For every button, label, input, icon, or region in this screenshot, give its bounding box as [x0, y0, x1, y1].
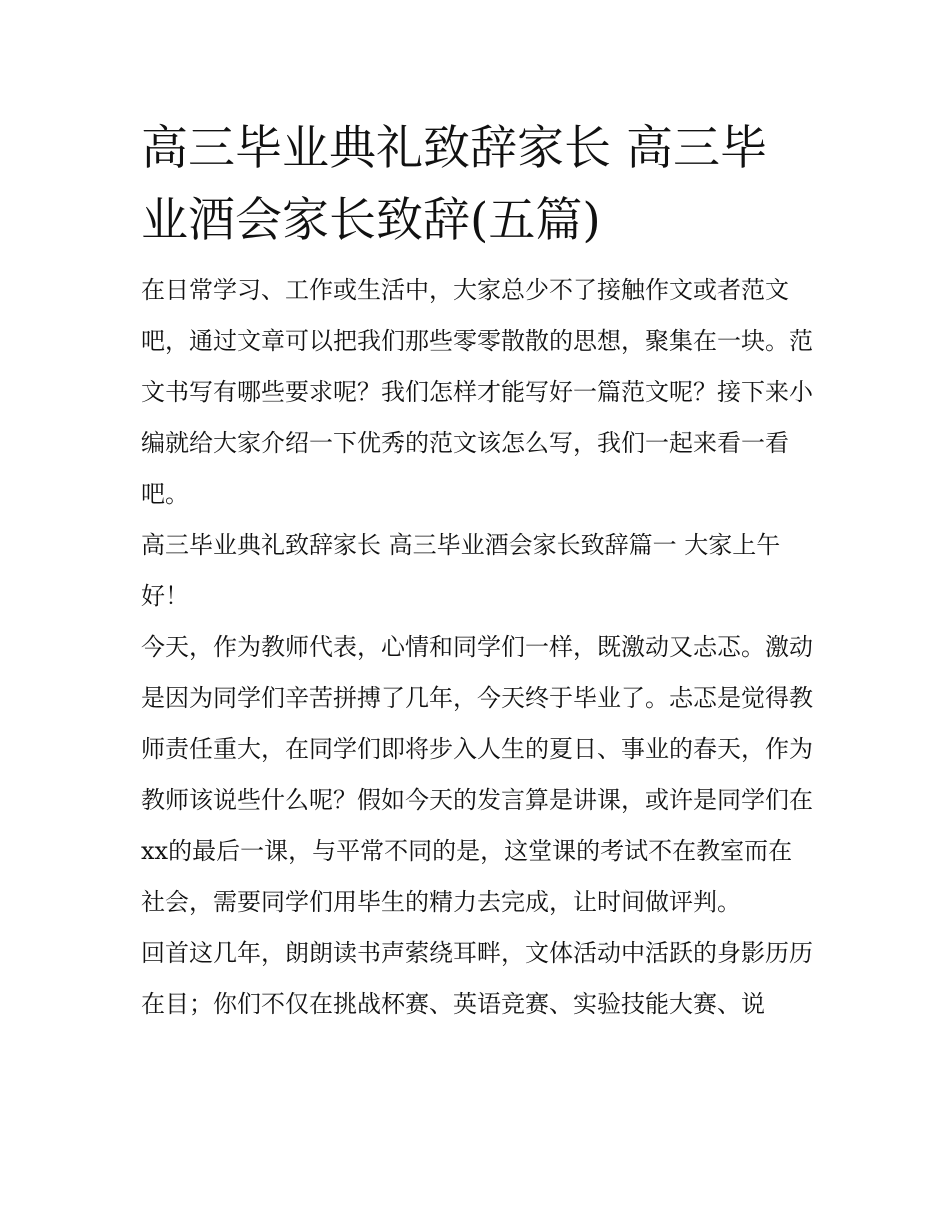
document-title: 高三毕业典礼致辞家长 高三毕业酒会家长致辞(五篇) — [141, 121, 767, 248]
paragraph-body-1: 今天，作为教师代表，心情和同学们一样，既激动又忐忑。激动是因为同学们辛苦拼搏了几年，今天终于毕业了。忐忑是觉得教师责任重大，在同学们即将步入人生的夏日、事业的春天，作为教师该说些什么呢？假如今天的发言算是讲课，或许是同学们在xx的最后一课，与平常不同的是，这堂课的考试不在教室而在社会，需要同学们用毕生的精力去完成，让时间做评判。 — [141, 633, 813, 916]
document-body — [141, 113, 813, 1030]
paragraph-body-2: 回首这几年，朗朗读书声萦绕耳畔，文体活动中活跃的身影历历在目；你们不仅在挑战杯赛、英语竞赛、实验技能大赛、说 — [141, 939, 813, 1018]
paragraph-intro: 在日常学习、工作或生活中，大家总少不了接触作文或者范文吧，通过文章可以把我们那些零零散散的思想，聚集在一块。范文书写有哪些要求呢？我们怎样才能写好一篇范文呢？接下来小编就给大家介绍一下优秀的范文该怎么写，我们一起来看一看吧。 — [141, 276, 813, 508]
paragraph-section-heading: 高三毕业典礼致辞家长 高三毕业酒会家长致辞篇一 大家上午好！ — [141, 531, 781, 610]
